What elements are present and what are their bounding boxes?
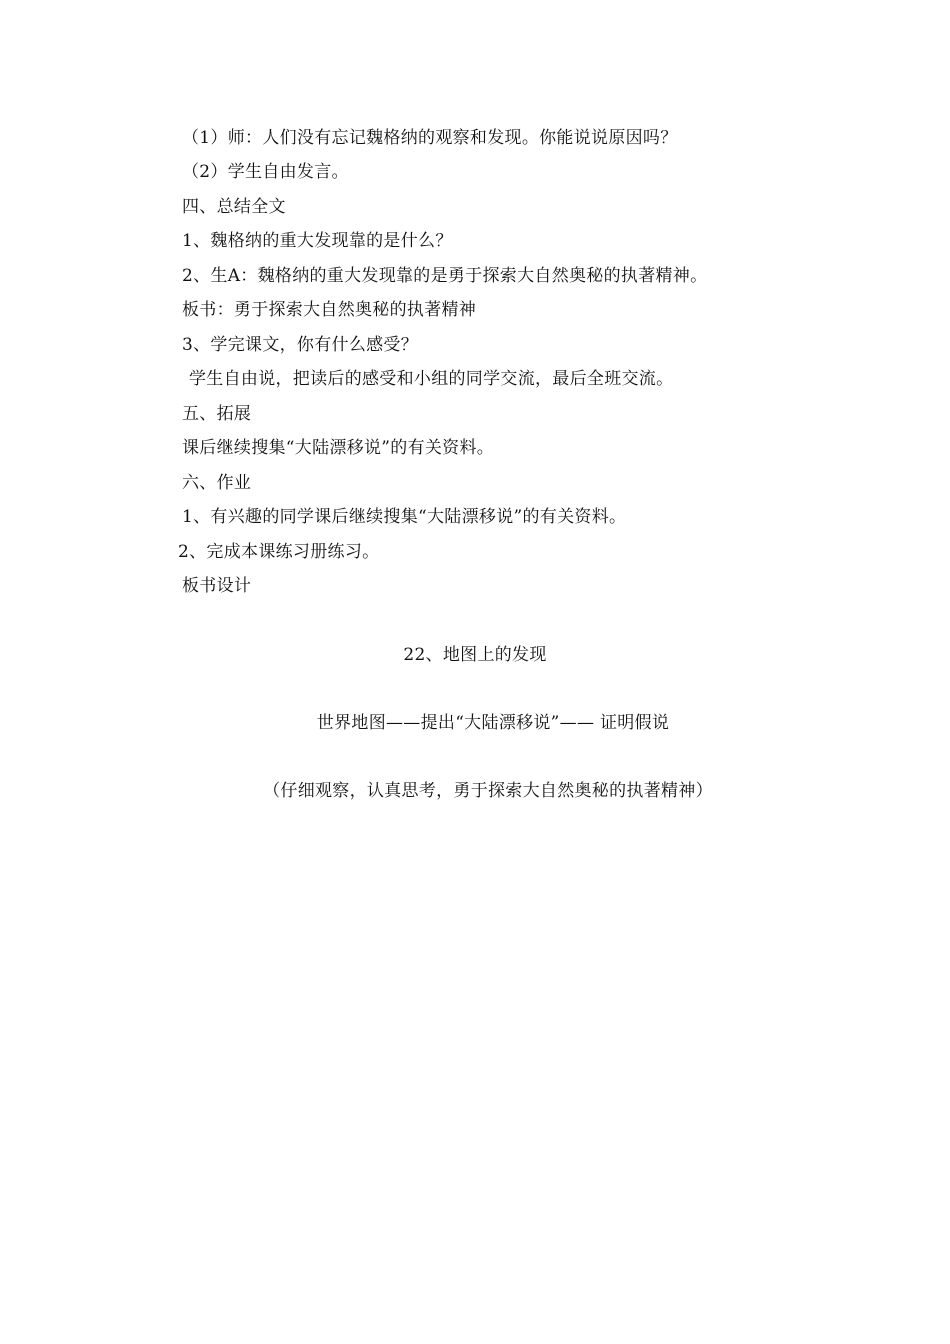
- text-line-question-1: （1）师：人们没有忘记魏格纳的观察和发现。你能说说原因吗？: [182, 128, 678, 148]
- text-line-student-response: 学生自由说，把读后的感受和小组的同学交流，最后全班交流。: [189, 369, 674, 389]
- board-design-title: 22、地图上的发现: [403, 645, 547, 665]
- text-line-homework-2: 2、完成本课练习册练习。: [178, 542, 380, 562]
- text-line-homework-1: 1、有兴趣的同学课后继续搜集“大陆漂移说”的有关资料。: [182, 507, 627, 527]
- section-heading-extension: 五、拓展: [182, 404, 252, 424]
- text-line-question-2: （2）学生自由发言。: [182, 162, 349, 182]
- section-heading-homework: 六、作业: [182, 473, 252, 493]
- board-design-summary: （仔细观察，认真思考，勇于探索大自然奥秘的执著精神）: [263, 781, 713, 801]
- text-line-summary-3: 3、学完课文，你有什么感受？: [182, 335, 419, 355]
- text-line-summary-1: 1、魏格纳的重大发现靠的是什么？: [182, 231, 453, 251]
- text-line-board-note: 板书：勇于探索大自然奥秘的执著精神: [182, 300, 477, 320]
- section-heading-summary: 四、总结全文: [182, 197, 286, 217]
- board-design-flow: 世界地图——提出“大陆漂移说”—— 证明假说: [316, 713, 670, 733]
- text-line-extension: 课后继续搜集“大陆漂移说”的有关资料。: [182, 438, 495, 458]
- text-line-summary-2: 2、生A：魏格纳的重大发现靠的是勇于探索大自然奥秘的执著精神。: [182, 266, 708, 286]
- section-heading-board-design: 板书设计: [182, 576, 252, 596]
